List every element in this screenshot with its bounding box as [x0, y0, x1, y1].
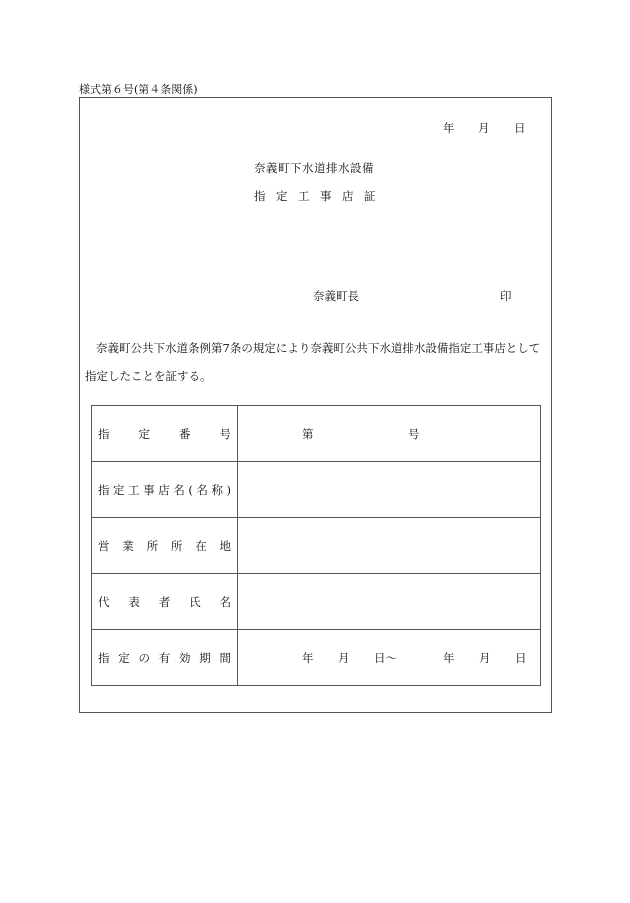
validity-to-year: 年	[443, 650, 455, 665]
designation-number-suffix: 号	[408, 426, 420, 441]
header-day-label: 日	[514, 121, 526, 135]
table-row	[92, 462, 541, 518]
certificate-body-line1: 奈義町公共下水道条例第7条の規定により奈義町公共下水道排水設備指定工事店として	[96, 341, 541, 355]
header-month-label: 月	[478, 121, 490, 135]
form-number-label: 様式第６号(第４条関係)	[79, 83, 198, 96]
validity-to-day: 日	[515, 650, 527, 665]
table-row	[92, 406, 541, 462]
designation-number-value	[238, 406, 541, 462]
validity-to-month: 月	[479, 650, 491, 665]
certificate-title-line2: 指定工事店証	[254, 189, 386, 203]
table-row	[92, 574, 541, 630]
office-address-label: 営業所所在地	[92, 518, 238, 574]
validity-from-year: 年	[302, 650, 314, 665]
validity-from-month: 月	[338, 650, 350, 665]
table-row	[92, 630, 541, 686]
table-row	[92, 518, 541, 574]
designation-number-prefix: 第	[302, 426, 314, 441]
representative-name-value	[238, 574, 541, 630]
certificate-info-table	[91, 405, 541, 686]
validity-period-value	[238, 630, 541, 686]
validity-period-label: 指定の有効期間	[92, 630, 238, 686]
issuer-name: 奈義町長	[313, 289, 359, 303]
designation-number-label: 指定番号	[92, 406, 238, 462]
certificate-body-line2: 指定したことを証する。	[85, 369, 212, 383]
seal-mark: 印	[500, 289, 512, 303]
contractor-name-label: 指定工事店名(名称)	[92, 462, 238, 518]
office-address-value	[238, 518, 541, 574]
contractor-name-value	[238, 462, 541, 518]
representative-name-label: 代表者氏名	[92, 574, 238, 630]
header-year-label: 年	[443, 121, 455, 135]
validity-from-day: 日〜	[374, 650, 397, 665]
certificate-title-line1: 奈義町下水道排水設備	[254, 161, 374, 175]
